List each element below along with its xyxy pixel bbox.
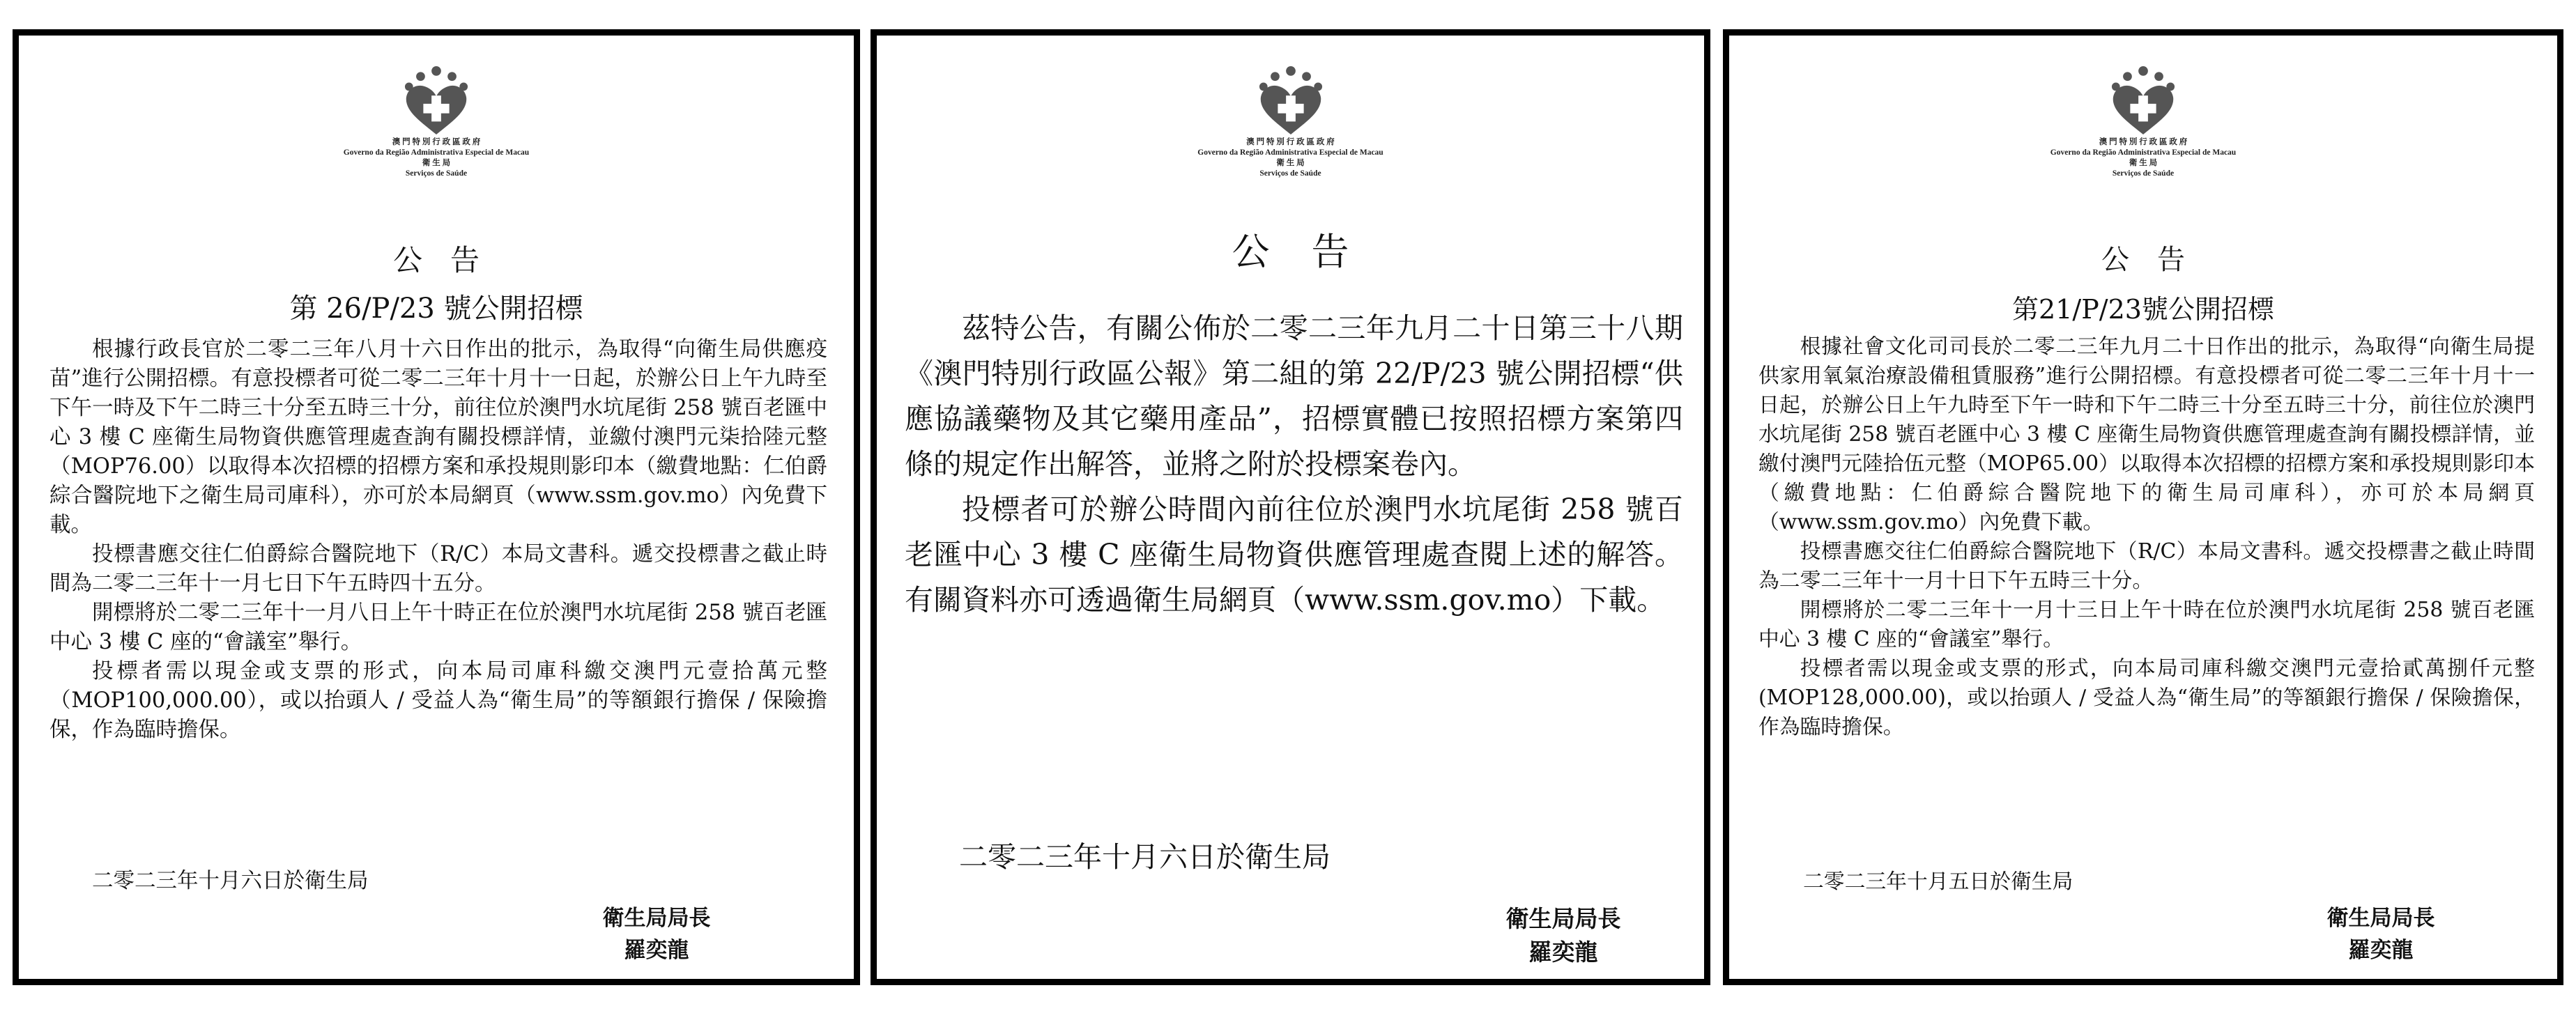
paragraph: 根據行政長官於二零二三年八月十六日作出的批示，為取得“向衛生局供應疫苗”進行公開招標。有意投標者可從二零二三年十月十一日起，於辦公日上午九時至下午一時及下午二時三十分至五時三十分，前往位於澳門水坑尾街 258 號百老匯中心 3 樓 C 座衛生局物資供應管理處查詢有關投標詳情，並繳付澳門元柒拾陸元整（MOP76.00）以取得本次招標的招標方案和承投規則影印本（繳費地點：仁伯爵綜合醫院地下之衛生局司庫科），亦可於本局網頁（www.ssm.gov.mo）內免費下載。 <box>49 337 827 537</box>
dept-name-zh: 衛 生 局 <box>1276 159 1305 167</box>
paragraph: 茲特公告，有關公佈於二零二三年九月二十日第三十八期《澳門特別行政區公報》第二組的第 22/P/23 號公開招標“供應協議藥物及其它藥用產品”，招標實體已按照招標方案第四條的規定作出解答，並將之附於投標案卷內。 <box>905 311 1683 481</box>
paragraph: 根據社會文化司司長於二零二三年九月二十日作出的批示，為取得“向衛生局提供家用氧氣治療設備租賃服務”進行公開招標。有意投標者可從二零二三年十月十一日起，於辦公日上午九時至下午一時和下午二時三十分至五時三十分，前往位於澳門水坑尾街 258 號百老匯中心 3 樓 C 座衛生局物資供應管理處查詢有關投標詳情，並繳付澳門元陸拾伍元整（MOP65.00）以取得本次招標的招標方案和承投規則影印本（繳費地點：仁伯爵綜合醫院地下的衛生局司庫科），亦可於本局網頁（www.ssm.gov.mo）內免費下載。 <box>1758 334 2535 534</box>
tender-number: 第 26/P/23 號公開招標 <box>289 293 583 325</box>
signer-title: 衛生局局長 <box>602 906 711 931</box>
paragraph: 開標將於二零二三年十一月十三日上午十時在位於澳門水坑尾街 258 號百老匯中心 3 樓 C 座的“會議室”舉行。 <box>1758 598 2535 651</box>
signature-block <box>1469 902 1657 969</box>
org-name-pt: Governo da Região Administrativa Especial de Macau <box>1197 148 1383 157</box>
paragraph: 投標者可於辦公時間內前往位於澳門水坑尾街 258 號百老匯中心 3 樓 C 座衛生局物資供應管理處查閱上述的解答。有關資料亦可透過衛生局網頁（www.ssm.gov.mo）下載。 <box>905 493 1683 617</box>
dept-name-zh: 衛 生 局 <box>422 159 451 167</box>
org-name-pt: Governo da Região Administrativa Especial de Macau <box>343 148 530 157</box>
issue-date: 二零二三年十月六日於衛生局 <box>92 869 369 893</box>
dept-name-pt: Serviços de Saúde <box>2112 169 2175 178</box>
issue-date: 二零二三年十月六日於衛生局 <box>959 840 1331 874</box>
dept-name-pt: Serviços de Saúde <box>1259 169 1321 178</box>
health-bureau-logo-icon <box>402 65 470 137</box>
org-emblem <box>1729 65 2557 179</box>
notice-title: 公告 <box>2101 244 2213 276</box>
paragraph: 投標者需以現金或支票的形式，向本局司庫科繳交澳門元壹拾貳萬捌仟元整 (MOP128,000.00)，或以抬頭人 / 受益人為“衛生局”的等額銀行擔保 / 保險擔保，作為臨時擔保。 <box>1758 656 2535 739</box>
signer-name: 羅奕龍 <box>1528 938 1598 966</box>
tender-number: 第21/P/23號公開招標 <box>2012 294 2274 325</box>
notice-title: 公告 <box>392 243 507 277</box>
org-emblem <box>877 65 1704 179</box>
signer-title: 衛生局局長 <box>1505 905 1621 932</box>
paragraph: 投標書應交往仁伯爵綜合醫院地下（R/C）本局文書科。遞交投標書之截止時間為二零二三年十一月七日下午五時四十五分。 <box>49 542 827 596</box>
signature-block <box>2287 902 2475 966</box>
issue-date: 二零二三年十月五日於衛生局 <box>1803 870 2073 894</box>
notice-tender-21 <box>1723 29 2563 985</box>
notice-body <box>49 335 827 745</box>
signer-name: 羅奕龍 <box>2348 938 2414 963</box>
notice-tender-22-clarification <box>871 29 1710 985</box>
dept-name-zh: 衛 生 局 <box>2129 159 2158 167</box>
signer-name: 羅奕龍 <box>624 938 689 963</box>
org-name-zh: 澳 門 特 別 行 政 區 政 府 <box>2099 138 2188 146</box>
org-name-zh: 澳 門 特 別 行 政 區 政 府 <box>392 138 481 146</box>
org-emblem <box>19 65 854 179</box>
notice-title: 公告 <box>1232 230 1391 274</box>
paragraph: 開標將於二零二三年十一月八日上午十時正在位於澳門水坑尾街 258 號百老匯中心 3 樓 C 座的“會議室”舉行。 <box>49 601 827 654</box>
signer-title: 衛生局局長 <box>2326 906 2435 931</box>
paragraph: 投標者需以現金或支票的形式，向本局司庫科繳交澳門元壹拾萬元整（MOP100,000.00），或以抬頭人 / 受益人為“衛生局”的等額銀行擔保 / 保險擔保，作為臨時擔保。 <box>49 659 827 742</box>
health-bureau-logo-icon <box>2109 65 2177 137</box>
paragraph: 投標書應交往仁伯爵綜合醫院地下（R/C）本局文書科。遞交投標書之截止時間為二零二三年十一月十日下午五時三十分。 <box>1758 539 2535 593</box>
notice-body <box>1758 332 2535 742</box>
notice-body <box>905 306 1683 623</box>
signature-block <box>562 902 751 966</box>
notice-tender-26 <box>13 29 860 985</box>
dept-name-pt: Serviços de Saúde <box>405 169 468 178</box>
org-name-zh: 澳 門 特 別 行 政 區 政 府 <box>1246 138 1335 146</box>
org-name-pt: Governo da Região Administrativa Especial de Macau <box>2050 148 2237 157</box>
health-bureau-logo-icon <box>1257 65 1325 137</box>
